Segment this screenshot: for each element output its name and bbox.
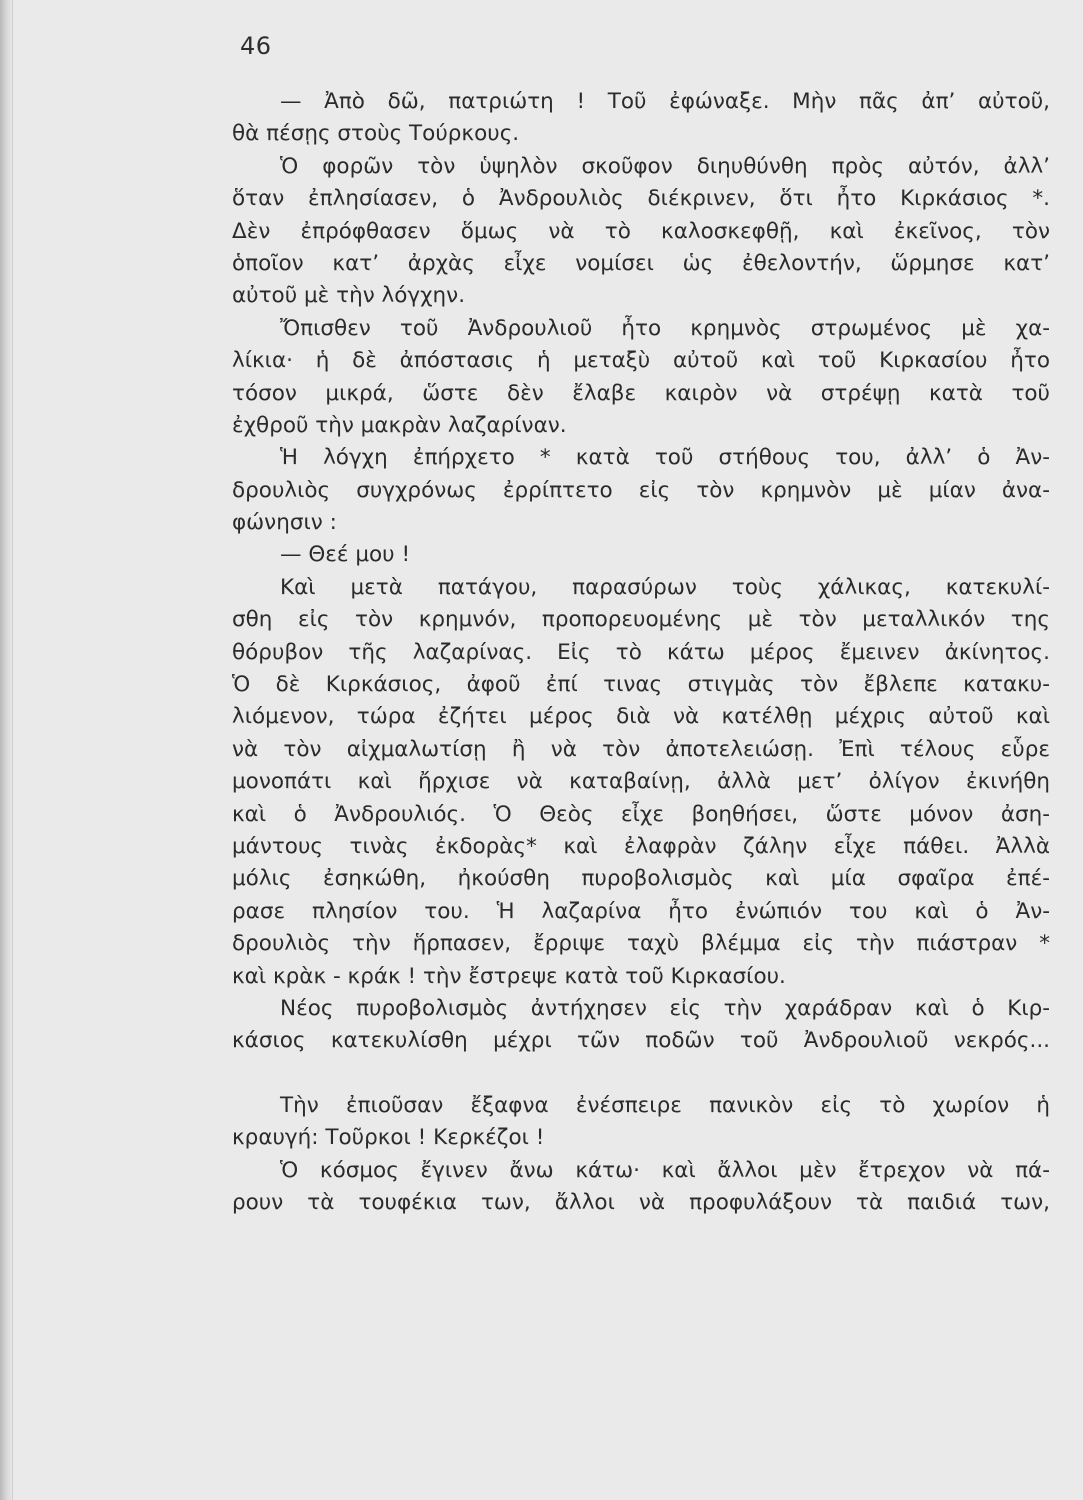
text-line: καὶ ὁ Ἀνδρουλιός. Ὁ Θεὸς εἶχε βοηθήσει, ὥστε μόνον ἀση- (232, 801, 1050, 827)
page-gutter-shadow (0, 0, 12, 1500)
text-line: ρουν τὰ τουφέκια των, ἄλλοι νὰ προφυλάξουν τὰ παιδιά των, (232, 1189, 1050, 1215)
text-line: Καὶ μετὰ πατάγου, παρασύρων τοὺς χάλικας, κατεκυλί- (280, 574, 1050, 600)
text-line: σθη εἰς τὸν κρημνόν, προπορευομένης μὲ τὸν μεταλλικόν της (232, 607, 1050, 633)
text-line: ἐχθροῦ τὴν μακρὰν λαζαρίναν. (232, 412, 567, 438)
text-line: Νέος πυροβολισμὸς ἀντήχησεν εἰς τὴν χαράδραν καὶ ὁ Κιρ- (280, 995, 1050, 1021)
page-number: 46 (240, 32, 272, 60)
text-line: Ὁ δὲ Κιρκάσιος, ἀφοῦ ἐπί τινας στιγμὰς τὸν ἔβλεπε κατακυ- (232, 672, 1050, 698)
text-line: ὅταν ἐπλησίασεν, ὁ Ἀνδρουλιὸς διέκρινεν, ὅτι ἦτο Κιρκάσιος *. (232, 186, 1050, 212)
text-line: λιόμενον, τώρα ἐζήτει μέρος διὰ νὰ κατέλθῃ μέχρις αὐτοῦ καὶ (232, 704, 1050, 730)
text-line: θὰ πέσῃς στοὺς Τούρκους. (232, 121, 520, 147)
text-line: λίκια· ἡ δὲ ἀπόστασις ἡ μεταξὺ αὐτοῦ καὶ τοῦ Κιρκασίου ἦτο (232, 348, 1050, 374)
text-line: καὶ κρὰκ - κράκ ! τὴν ἔστρεψε κατὰ τοῦ Κιρκασίου. (232, 963, 786, 989)
text-line: θόρυβον τῆς λαζαρίνας. Εἰς τὸ κάτω μέρος ἔμεινεν ἀκίνητος. (232, 639, 1050, 665)
text-line: — Ἀπὸ δῶ, πατριώτη ! Τοῦ ἐφώναξε. Μὴν πᾶς ἀπ’ αὐτοῦ, (280, 89, 1050, 114)
text-line: ὁποῖον κατ’ ἀρχὰς εἶχε νομίσει ὡς ἐθελοντήν, ὥρμησε κατ’ (232, 250, 1050, 276)
text-line: νὰ τὸν αἰχμαλωτίσῃ ἢ νὰ τὸν ἀποτελειώσῃ. Ἐπὶ τέλους εὗρε (232, 736, 1050, 762)
text-line: τόσον μικρά, ὥστε δὲν ἔλαβε καιρὸν νὰ στρέψῃ κατὰ τοῦ (232, 380, 1050, 406)
text-line: Ἡ λόγχη ἐπήρχετο * κατὰ τοῦ στήθους του, ἀλλ’ ὁ Ἀν- (280, 445, 1050, 471)
text-line: Δὲν ἐπρόφθασεν ὅμως νὰ τὸ καλοσκεφθῇ, καὶ ἐκεῖνος, τὸν (232, 218, 1050, 244)
text-line: Τὴν ἐπιοῦσαν ἔξαφνα ἐνέσπειρε πανικὸν εἰς τὸ χωρίον ἡ (280, 1092, 1050, 1118)
section-break (232, 1058, 1050, 1090)
page-edge (12, 0, 13, 1500)
text-line: Ὁ κόσμος ἔγινεν ἄνω κάτω· καὶ ἄλλοι μὲν ἔτρεχον νὰ πά- (280, 1157, 1050, 1183)
text-line: ρασε πλησίον του. Ἡ λαζαρίνα ἦτο ἐνώπιόν του καὶ ὁ Ἀν- (232, 898, 1050, 924)
text-line: μονοπάτι καὶ ἤρχισε νὰ καταβαίνῃ, ἀλλὰ μετ’ ὀλίγον ἐκινήθη (232, 769, 1050, 795)
text-line: — Θεέ μου ! (280, 542, 411, 568)
text-line: δρουλιὸς τὴν ἥρπασεν, ἔρριψε ταχὺ βλέμμα εἰς τὴν πιάστραν * (232, 931, 1050, 957)
text-line: κραυγή: Τοῦρκοι ! Κερκέζοι ! (232, 1125, 545, 1151)
text-line: μάντους τινὰς ἐκδορὰς* καὶ ἐλαφρὰν ζάλην εἶχε πάθει. Ἀλλὰ (232, 833, 1050, 859)
text-line: δρουλιὸς συγχρόνως ἐρρίπτετο εἰς τὸν κρημνὸν μὲ μίαν ἀνα- (232, 477, 1050, 503)
text-line: αὐτοῦ μὲ τὴν λόγχην. (232, 283, 466, 309)
text-line: μόλις ἐσηκώθη, ἠκούσθη πυροβολισμὸς καὶ μία σφαῖρα ἐπέ- (232, 866, 1050, 892)
text-line: Ὄπισθεν τοῦ Ἀνδρουλιοῦ ἦτο κρημνὸς στρωμένος μὲ χα- (280, 315, 1050, 341)
text-line: φώνησιν : (232, 510, 337, 536)
page-body-text (232, 86, 1050, 1219)
text-line: κάσιος κατεκυλίσθη μέχρι τῶν ποδῶν τοῦ Ἀνδρουλιοῦ νεκρός... (232, 1028, 1050, 1054)
text-line: Ὁ φορῶν τὸν ὑψηλὸν σκοῦφον διηυθύνθη πρὸς αὐτόν, ἀλλ’ (280, 153, 1050, 179)
